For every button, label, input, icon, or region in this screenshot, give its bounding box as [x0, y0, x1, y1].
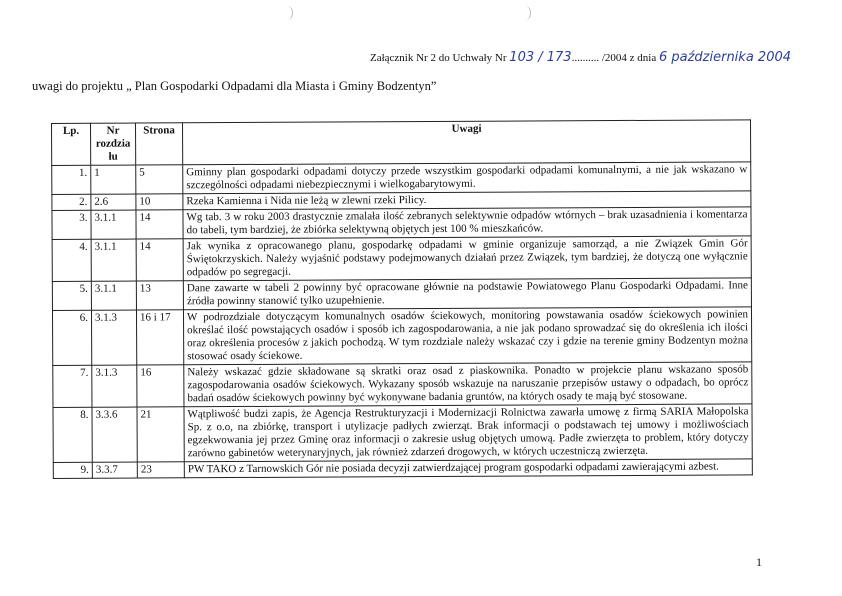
cell-remark: Należy wskazać gdzie składowane są skratki oraz osad z piaskownika. Ponadto w projekcie planu wskazano sposób zagospodarowania osadów ściekowych. Wykazany sposób wskazuje na naruszanie przepisów ustawy o odpadach, bo oprócz badań osadów ściekowych powinny być wykonywane badania gruntów, na których osady te mają być stosowane.: [184, 362, 752, 407]
table-row: [52, 236, 751, 282]
col-header-lp: Lp.: [52, 123, 91, 165]
cell-lp: 8.: [53, 407, 92, 462]
cell-chapter: 3.1.1: [91, 210, 136, 239]
cell-lp: 1.: [52, 165, 91, 194]
table-header-row: [52, 120, 751, 166]
col-header-remarks: Uwagi: [183, 120, 751, 165]
cell-remark: W podrozdziale dotyczącym komunalnych osadów ściekowych, monitoring powstawania osadów ściekowych powinien określać ilość powstających osadów i sposób ich zagospodarowania, a nie jak podano sprowadzać się do określenia ich ilości oraz określenia procesów z jakich pochodzą. W tym rozdziale należy wskazać czy i gdzie na terenie gminy Bodzentyn można stosować osady ściekowe.: [183, 307, 751, 365]
cell-chapter: 1: [91, 165, 136, 194]
cell-page: 21: [137, 407, 184, 462]
cell-remark: Wątpliwość budzi zapis, że Agencja Restrukturyzacji i Modernizacji Rolnictwa zawarła umowę z firmą SARIA Małopolska Sp. z o.o, na zbiórkę, transport i utylizacje padłych zwierząt. Brak informacji o podstawach tej umowy i możliwościach egzekwowania jej przez Gminę oraz informacji o zakresie usług objętych umową. Padłe zwierzęta to problem, który dotyczy zarówno gabinetów weterynaryjnych, jak również zdarzeń drogowych, w których uczestniczą zwierzęta.: [184, 404, 752, 462]
table-row: [53, 362, 752, 408]
table-row: [52, 307, 751, 366]
cell-chapter: 2.6: [91, 194, 136, 210]
cell-lp: 4.: [52, 239, 91, 281]
cell-page: 16 i 17: [136, 310, 183, 365]
page-number: 1: [756, 555, 762, 569]
header-dots: ..........: [571, 52, 600, 64]
cell-page: 16: [137, 365, 184, 407]
cell-chapter: 3.3.6: [92, 407, 137, 462]
punch-hole-mark: [520, 6, 531, 20]
cell-page: 23: [137, 462, 184, 478]
cell-chapter: 3.1.3: [91, 310, 136, 365]
col-header-page: Strona: [136, 123, 183, 165]
cell-lp: 3.: [52, 210, 91, 239]
cell-page: 14: [136, 239, 183, 281]
cell-remark: Gminny plan gospodarki odpadami dotyczy przede wszystkim gospodarki odpadami komunalnymi, a nie jak wskazano w szczególności odpadami niebezpiecznymi i wielkogabarytowymi.: [183, 162, 751, 194]
cell-remark: Dane zawarte w tabeli 2 powinny być opracowane głównie na podstawie Powiatowego Planu Gospodarki Odpadami. Inne źródła powinny stanowić tylko uzupełnienie.: [183, 278, 751, 310]
cell-lp: 9.: [53, 462, 92, 478]
table-row: [53, 404, 752, 463]
col-header-chapter: Nr rozdzia łu: [91, 123, 136, 165]
cell-chapter: 3.3.7: [92, 462, 137, 478]
cell-lp: 2.: [52, 194, 91, 210]
cell-remark: Jak wynika z opracowanego planu, gospodarkę odpadami w gminie organizuje samorząd, a nie Związek Gmin Gór Świętokrzyskich. Należy wyjaśnić podstawy podejmowanych działań przez Związek, tym bardziej, że dotyczą one wyłącznie odpadów po segregacji.: [183, 236, 751, 281]
header-prefix: Załącznik Nr 2 do Uchwały Nr: [370, 52, 507, 64]
cell-chapter: 3.1.1: [91, 239, 136, 281]
punch-hole-mark: [282, 6, 293, 20]
cell-remark: PW TAKO z Tarnowskich Gór nie posiada decyzji zatwierdzającej program gospodarki odpadami zawierającymi azbest.: [184, 459, 752, 478]
cell-chapter: 3.1.3: [92, 365, 137, 407]
cell-lp: 7.: [53, 365, 92, 407]
attachment-header: [370, 50, 791, 65]
cell-lp: 5.: [52, 281, 91, 310]
cell-page: 5: [136, 165, 183, 194]
cell-page: 10: [136, 194, 183, 210]
cell-chapter: 3.1.1: [91, 281, 136, 310]
remarks-table: [51, 119, 753, 479]
handwritten-date: 6 października 2004: [658, 50, 792, 65]
table-row: [53, 459, 752, 479]
resolution-number: 103 / 173: [509, 50, 572, 65]
cell-remark: Rzeka Kamienna i Nida nie leżą w zlewni rzeki Pilicy.: [183, 191, 751, 210]
cell-remark: Wg tab. 3 w roku 2003 drastycznie zmalała ilość zebranych selektywnie odpadów wtórnych – brak uzasadnienia i komentarza do tabeli, tym bardziej, że zbiórka selektywną objętych jest 100 % mieszkańców.: [183, 207, 751, 239]
cell-lp: 6.: [52, 310, 91, 365]
table-row: [52, 207, 751, 240]
cell-page: 13: [136, 281, 183, 310]
table-row: [52, 162, 751, 195]
header-year: /2004 z dnia: [601, 52, 657, 64]
table-row: [52, 278, 751, 311]
cell-page: 14: [136, 210, 183, 239]
document-intro: uwagi do projektu „ Plan Gospodarki Odpadami dla Miasta i Gminy Bodzentyn”: [32, 79, 437, 93]
